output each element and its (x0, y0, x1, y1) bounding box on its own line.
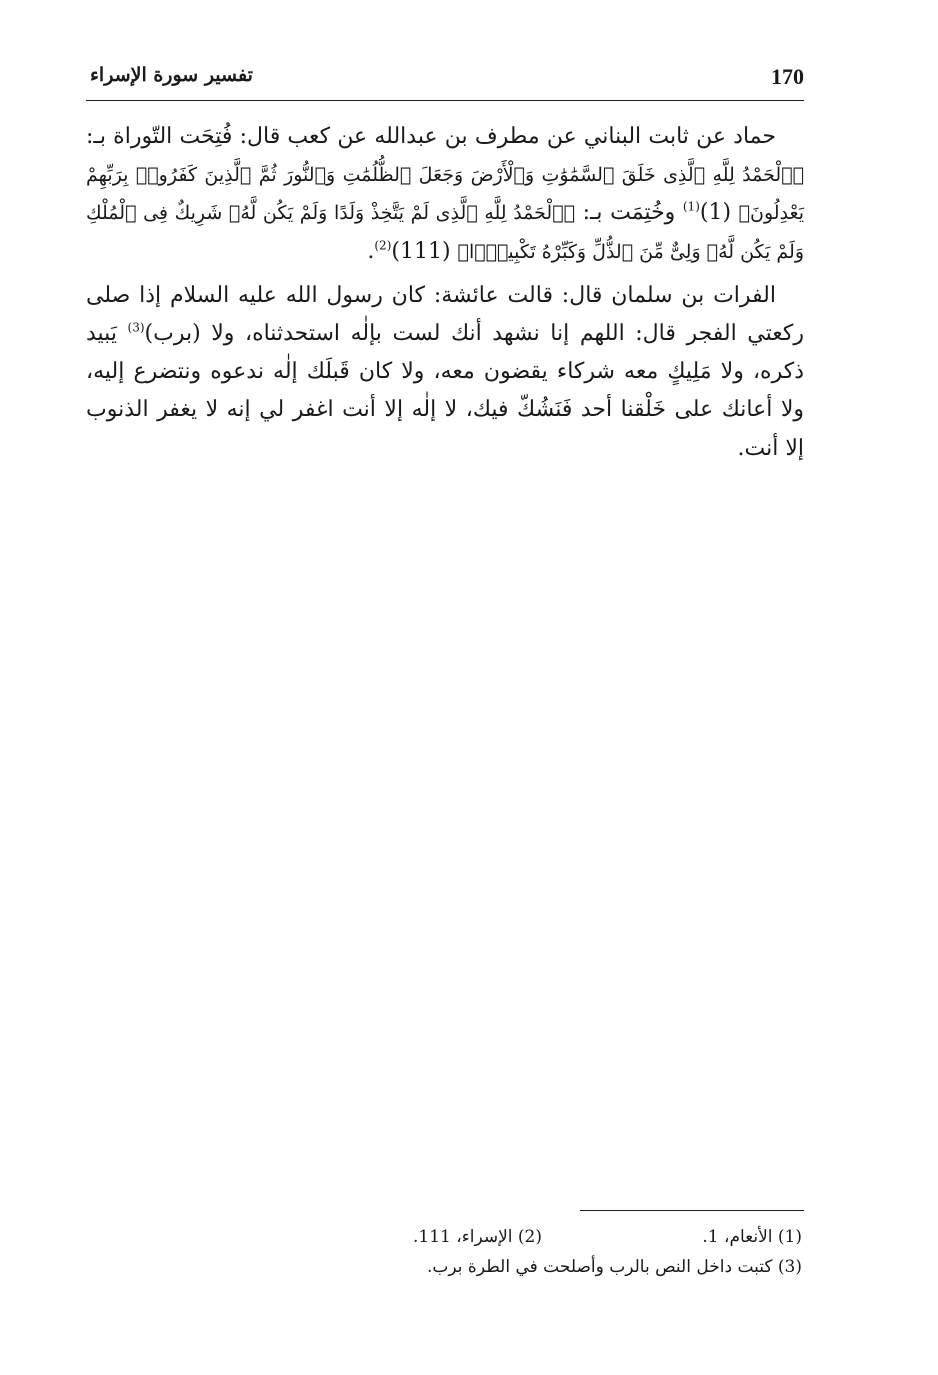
footnote-3: (3) كتبت داخل النص بالرب وأصلحت في الطرة برب. (427, 1257, 802, 1277)
quran-verse-2: ﴿ٱلْحَمْدُ لِلَّهِ ٱلَّذِى لَمْ يَتَّخِذْ وَلَدًا وَلَمْ يَكُن لَّهُۥ شَرِيكٌ فِى ٱلْمُلْكِ وَلَمْ يَكُن لَّهُۥ وَلِىٌّ مِّنَ ٱلذُّلِّ وَكَبِّرْهُ تَكْبِيرًۢا﴾ (86, 202, 804, 263)
footnote-1: (1) الأنعام، 1. (702, 1227, 802, 1247)
header-rule (86, 100, 804, 101)
footnote-mark-1: (1) (682, 200, 700, 215)
p1-end: . (367, 238, 375, 264)
verse-ref-1: (1) (699, 200, 739, 226)
footnote-2: (2) الإسراء، 111. (412, 1227, 542, 1247)
running-head (86, 62, 804, 98)
footnotes (86, 1222, 802, 1282)
verse-ref-2: (111) (391, 238, 458, 264)
p2-text-b: يَبيد ذكره، ولا مَلِيكٍ معه شركاء يقضون معه، ولا كان قَبلَك إلٰه ندعوه ونتضرع إليه، ولا أعانك على خَلْقنا أحد فَنَشُكّ فيك، لا إلٰه إلا أنت اغفر لي إنه لا يغفر الذنوب إلا أنت. (86, 321, 804, 461)
footnote-row-1 (86, 1222, 802, 1252)
footnote-mark-3: (3) (127, 320, 145, 335)
footnote-mark-2: (2) (374, 238, 392, 253)
paragraph-2 (86, 277, 804, 468)
page-number: 170 (771, 64, 804, 89)
paragraph-1 (86, 118, 804, 271)
footnote-rule (580, 1210, 804, 1211)
p2-text-a: الفرات بن سلمان قال: قالت عائشة: كان رسول الله عليه السلام إذا صلى ركعتي الفجر قال: اللهم إنا نشهد أنك لست بإلٰه استحدثناه، ولا (برب) (86, 282, 804, 347)
body-text (86, 118, 804, 474)
p1-text-a: حماد عن ثابت البناني عن مطرف بن عبدالله عن كعب قال: فُتِحَت التّوراة بـ: (86, 124, 776, 149)
quran-verse-1: ﴿ٱلْحَمْدُ لِلَّهِ ٱلَّذِى خَلَقَ ٱلسَّمَٰوَٰتِ وَٱلْأَرْضَ وَجَعَلَ ٱلظُّلُمَٰتِ وَٱلنُّورَ ثُمَّ ٱلَّذِينَ كَفَرُوا۟ بِرَبِّهِمْ يَعْدِلُونَ﴾ (86, 164, 805, 225)
p1-text-b: وخُتِمَت بـ: (575, 200, 683, 226)
footnote-row-2 (86, 1252, 802, 1282)
running-title: تفسير سورة الإسراء (90, 64, 253, 86)
